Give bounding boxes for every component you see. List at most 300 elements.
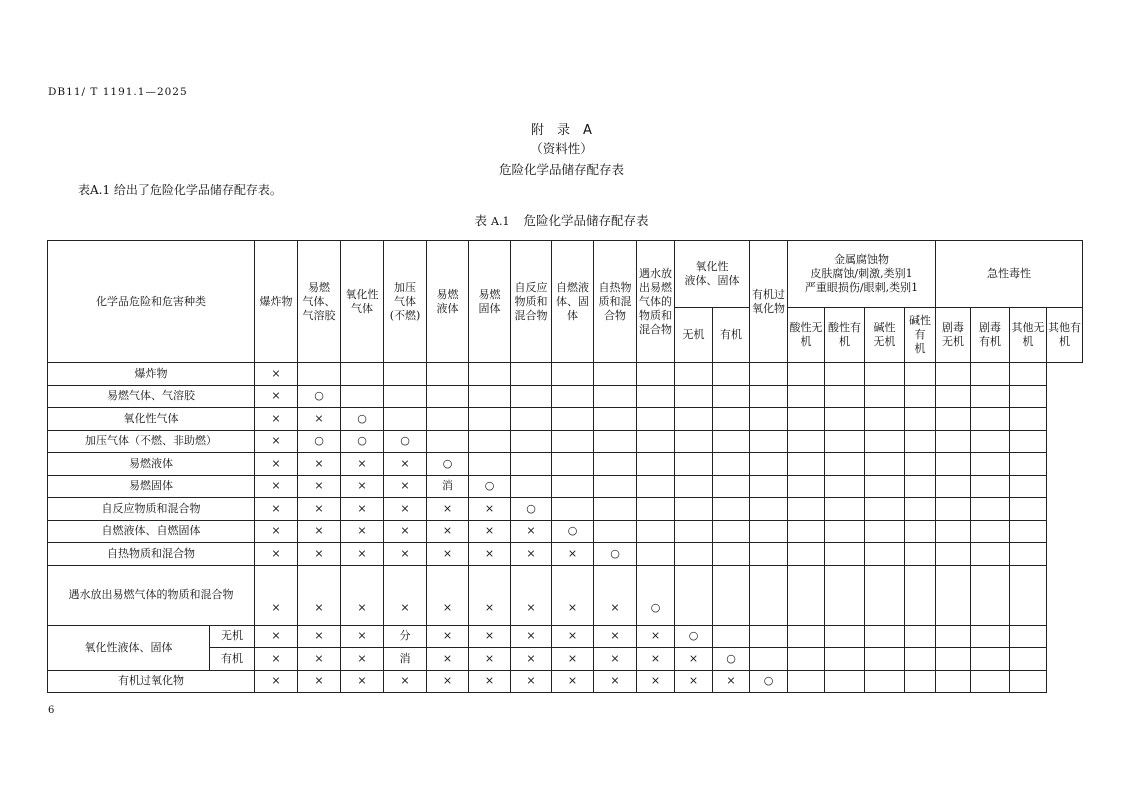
subheader-toxic-organic-line: 剧毒 xyxy=(979,321,1002,334)
header-pressurized-gas xyxy=(384,241,427,363)
compat-cell: × xyxy=(341,453,384,476)
row-label: 爆炸物 xyxy=(48,363,255,386)
empty-cell xyxy=(971,520,1010,543)
empty-cell xyxy=(637,543,675,566)
compat-cell: × xyxy=(552,648,594,671)
header-water-reactive-line: 出易燃 xyxy=(639,280,672,294)
compat-cell: × xyxy=(341,520,384,543)
empty-cell xyxy=(865,475,905,498)
compat-cell: ○ xyxy=(675,625,713,648)
compat-cell: 分 xyxy=(384,625,427,648)
header-oxidizing-gas xyxy=(341,241,384,363)
compat-cell: × xyxy=(298,648,341,671)
compat-cell: × xyxy=(255,543,298,566)
empty-cell xyxy=(865,430,905,453)
compat-cell: × xyxy=(255,498,298,521)
empty-cell xyxy=(936,453,971,476)
empty-cell xyxy=(750,648,788,671)
compat-cell: × xyxy=(594,565,637,625)
row-label: 加压气体（不燃、非助燃） xyxy=(48,430,255,453)
empty-cell xyxy=(1010,670,1047,693)
header-pressurized-gas-line: 气体 xyxy=(394,294,416,308)
empty-cell xyxy=(594,385,637,408)
row-label: 自反应物质和混合物 xyxy=(48,498,255,521)
header-flammable-gas xyxy=(298,241,341,363)
empty-cell xyxy=(905,408,936,431)
table-caption-title: 危险化学品储存配存表 xyxy=(523,213,649,228)
empty-cell xyxy=(384,363,427,386)
empty-cell xyxy=(675,520,713,543)
compat-cell: ○ xyxy=(341,408,384,431)
table-row xyxy=(48,430,1083,453)
compat-cell: × xyxy=(427,565,469,625)
header-oxidizing-liquid-solid-line: 液体、固体 xyxy=(684,274,740,287)
compat-cell: × xyxy=(675,648,713,671)
compat-cell: × xyxy=(511,670,552,693)
compat-cell: × xyxy=(255,430,298,453)
empty-cell xyxy=(675,475,713,498)
table-row xyxy=(48,625,1083,648)
empty-cell xyxy=(750,625,788,648)
compat-cell: × xyxy=(427,625,469,648)
empty-cell xyxy=(384,408,427,431)
empty-cell xyxy=(341,363,384,386)
row-label: 遇水放出易燃气体的物质和混合物 xyxy=(48,565,255,625)
header-flammable-gas-line: 气溶胶 xyxy=(302,308,336,322)
empty-cell xyxy=(594,430,637,453)
empty-cell xyxy=(865,625,905,648)
empty-cell xyxy=(1010,565,1047,625)
subheader-acid-organic-line: 酸性有 xyxy=(828,321,861,334)
header-acute-toxicity: 急性毒性 xyxy=(936,241,1083,308)
compat-cell: × xyxy=(298,408,341,431)
compat-cell: × xyxy=(298,520,341,543)
intro-text: 表A.1 给出了危险化学品储存配存表。 xyxy=(78,183,282,197)
compat-cell: × xyxy=(255,363,298,386)
header-self-heating-line: 质和混 xyxy=(598,294,632,308)
compat-cell: × xyxy=(255,385,298,408)
row-label: 易燃气体、气溶胶 xyxy=(48,385,255,408)
row-sublabel: 有机 xyxy=(210,648,255,671)
empty-cell xyxy=(865,648,905,671)
empty-cell xyxy=(750,408,788,431)
empty-cell xyxy=(637,430,675,453)
subheader-toxic-inorganic-line: 剧毒 xyxy=(942,321,965,334)
empty-cell xyxy=(971,625,1010,648)
empty-cell xyxy=(469,363,511,386)
empty-cell xyxy=(594,453,637,476)
empty-cell xyxy=(825,408,865,431)
empty-cell xyxy=(1010,520,1047,543)
compat-cell: ○ xyxy=(552,520,594,543)
empty-cell xyxy=(675,408,713,431)
empty-cell xyxy=(971,385,1010,408)
compat-cell: × xyxy=(637,670,675,693)
empty-cell xyxy=(971,543,1010,566)
header-self-reactive-line: 物质和 xyxy=(514,294,548,308)
header-self-reactive xyxy=(511,241,552,363)
compat-cell: × xyxy=(637,648,675,671)
compat-cell: × xyxy=(427,648,469,671)
table-row xyxy=(48,543,1083,566)
compat-cell: 消 xyxy=(384,648,427,671)
compat-cell: × xyxy=(255,625,298,648)
subheader-other-inorganic xyxy=(1010,308,1047,363)
header-flammable-gas-line: 气体、 xyxy=(302,294,336,308)
empty-cell xyxy=(511,363,552,386)
header-pyrophoric xyxy=(552,241,594,363)
subheader-base-organic-line: 碱性有 xyxy=(909,314,931,341)
empty-cell xyxy=(750,363,788,386)
row-group-label: 氧化性液体、固体 xyxy=(48,625,210,670)
empty-cell xyxy=(971,430,1010,453)
compat-cell: × xyxy=(511,520,552,543)
empty-cell xyxy=(552,475,594,498)
empty-cell xyxy=(637,453,675,476)
empty-cell xyxy=(511,430,552,453)
empty-cell xyxy=(788,543,825,566)
empty-cell xyxy=(637,475,675,498)
empty-cell xyxy=(971,648,1010,671)
empty-cell xyxy=(552,430,594,453)
empty-cell xyxy=(675,363,713,386)
empty-cell xyxy=(936,670,971,693)
empty-cell xyxy=(825,453,865,476)
compat-cell: × xyxy=(469,520,511,543)
empty-cell xyxy=(750,385,788,408)
appendix-type: （资料性） xyxy=(530,141,593,156)
subheader-acid-inorganic-line: 机 xyxy=(800,335,812,348)
empty-cell xyxy=(427,385,469,408)
compat-cell: × xyxy=(341,475,384,498)
row-label: 氧化性气体 xyxy=(48,408,255,431)
compat-cell: × xyxy=(469,625,511,648)
header-flammable-gas-line: 易燃 xyxy=(308,280,330,294)
empty-cell xyxy=(905,363,936,386)
header-water-reactive xyxy=(637,241,675,363)
empty-cell xyxy=(713,475,750,498)
subheader-acid-inorganic xyxy=(788,308,825,363)
empty-cell xyxy=(594,363,637,386)
empty-cell xyxy=(971,475,1010,498)
empty-cell xyxy=(936,648,971,671)
header-organic-peroxide-line: 有机过 xyxy=(752,287,785,301)
empty-cell xyxy=(750,543,788,566)
empty-cell xyxy=(750,520,788,543)
header-water-reactive-line: 物质和 xyxy=(639,308,672,322)
empty-cell xyxy=(552,498,594,521)
empty-cell xyxy=(469,453,511,476)
empty-cell xyxy=(750,475,788,498)
empty-cell xyxy=(788,498,825,521)
header-pressurized-gas-line: 加压 xyxy=(394,280,416,294)
compat-cell: ○ xyxy=(594,543,637,566)
compat-cell: × xyxy=(511,543,552,566)
empty-cell xyxy=(825,385,865,408)
header-pressurized-gas-line: (不燃) xyxy=(389,308,421,322)
row-label: 自热物质和混合物 xyxy=(48,543,255,566)
empty-cell xyxy=(825,520,865,543)
compat-cell: × xyxy=(384,498,427,521)
empty-cell xyxy=(971,670,1010,693)
compat-cell: × xyxy=(594,670,637,693)
header-oxidizing-liquid-solid xyxy=(675,241,750,308)
header-organic-peroxide xyxy=(750,241,788,363)
empty-cell xyxy=(637,385,675,408)
table-row xyxy=(48,363,1083,386)
empty-cell xyxy=(750,498,788,521)
compat-cell: × xyxy=(298,498,341,521)
header-flammable-solid-line: 固体 xyxy=(478,301,501,315)
header-self-heating-line: 自热物 xyxy=(598,280,632,294)
empty-cell xyxy=(936,625,971,648)
compat-cell: × xyxy=(594,648,637,671)
empty-cell xyxy=(936,363,971,386)
subheader-organic: 有机 xyxy=(713,308,750,363)
header-self-heating xyxy=(594,241,637,363)
header-oxidizing-gas-line: 氧化性 xyxy=(345,287,379,301)
header-self-reactive-line: 混合物 xyxy=(514,308,548,322)
table-row xyxy=(48,498,1083,521)
empty-cell xyxy=(637,363,675,386)
subheader-toxic-inorganic-line: 无机 xyxy=(942,335,965,348)
empty-cell xyxy=(713,430,750,453)
compat-cell: × xyxy=(511,565,552,625)
empty-cell xyxy=(637,498,675,521)
empty-cell xyxy=(511,453,552,476)
table-row xyxy=(48,520,1083,543)
subheader-toxic-inorganic xyxy=(936,308,971,363)
empty-cell xyxy=(594,408,637,431)
empty-cell xyxy=(1010,498,1047,521)
empty-cell xyxy=(936,385,971,408)
header-self-reactive-line: 自反应 xyxy=(514,280,548,294)
empty-cell xyxy=(594,475,637,498)
empty-cell xyxy=(713,408,750,431)
header-corrosive-line: 严重眼损伤/眼刺,类别1 xyxy=(804,281,919,294)
empty-cell xyxy=(511,408,552,431)
empty-cell xyxy=(750,453,788,476)
header-self-heating-line: 合物 xyxy=(604,308,626,322)
subheader-other-organic-line: 机 xyxy=(1059,335,1070,348)
empty-cell xyxy=(1010,408,1047,431)
empty-cell xyxy=(750,565,788,625)
subheader-acid-organic-line: 机 xyxy=(839,335,850,348)
empty-cell xyxy=(905,543,936,566)
compat-cell: × xyxy=(255,648,298,671)
subheader-base-inorganic-line: 无机 xyxy=(873,335,896,348)
compat-cell: × xyxy=(298,475,341,498)
header-corrosive-line: 金属腐蚀物 xyxy=(834,253,889,266)
header-pyrophoric-line: 体、固 xyxy=(556,294,589,308)
empty-cell xyxy=(675,565,713,625)
header-oxidizing-liquid-solid-line: 氧化性 xyxy=(695,260,729,273)
table-row xyxy=(48,670,1083,693)
compat-cell: × xyxy=(298,543,341,566)
empty-cell xyxy=(825,498,865,521)
header-water-reactive-line: 遇水放 xyxy=(639,266,672,280)
empty-cell xyxy=(713,385,750,408)
empty-cell xyxy=(865,565,905,625)
subheader-toxic-organic-line: 有机 xyxy=(979,335,1002,348)
compat-cell: × xyxy=(384,543,427,566)
empty-cell xyxy=(825,475,865,498)
empty-cell xyxy=(905,625,936,648)
empty-cell xyxy=(1010,385,1047,408)
table-caption-number: A.1 xyxy=(491,215,510,228)
compat-cell: × xyxy=(298,453,341,476)
header-pyrophoric-line: 体 xyxy=(567,308,578,322)
empty-cell xyxy=(788,648,825,671)
empty-cell xyxy=(713,498,750,521)
header-explosive: 爆炸物 xyxy=(255,241,298,363)
empty-cell xyxy=(936,498,971,521)
subheader-base-inorganic xyxy=(865,308,905,363)
compat-cell: × xyxy=(298,670,341,693)
compat-cell: × xyxy=(255,475,298,498)
empty-cell xyxy=(936,565,971,625)
empty-cell xyxy=(825,363,865,386)
subheader-other-organic-line: 其他有 xyxy=(1048,321,1082,334)
empty-cell xyxy=(675,385,713,408)
empty-cell xyxy=(971,565,1010,625)
empty-cell xyxy=(971,453,1010,476)
header-water-reactive-line: 气体的 xyxy=(639,294,672,308)
empty-cell xyxy=(825,670,865,693)
compat-cell: ○ xyxy=(427,453,469,476)
compat-cell: × xyxy=(255,565,298,625)
compat-cell: × xyxy=(384,475,427,498)
empty-cell xyxy=(971,498,1010,521)
empty-cell xyxy=(427,408,469,431)
empty-cell xyxy=(713,543,750,566)
compat-cell: × xyxy=(469,565,511,625)
subheader-base-organic-line: 机 xyxy=(914,342,926,355)
subheader-acid-inorganic-line: 酸性无 xyxy=(789,321,823,334)
empty-cell xyxy=(511,475,552,498)
table-caption-prefix: 表 xyxy=(474,213,488,228)
compat-cell: × xyxy=(298,625,341,648)
compat-cell: × xyxy=(469,670,511,693)
compat-cell: × xyxy=(552,625,594,648)
empty-cell xyxy=(469,408,511,431)
empty-cell xyxy=(427,363,469,386)
header-pyrophoric-line: 自燃液 xyxy=(556,280,589,294)
compat-cell: × xyxy=(255,670,298,693)
empty-cell xyxy=(594,520,637,543)
compat-cell: × xyxy=(341,543,384,566)
empty-cell xyxy=(1010,430,1047,453)
header-flammable-liquid xyxy=(427,241,469,363)
compat-cell: × xyxy=(255,453,298,476)
empty-cell xyxy=(788,385,825,408)
row-label: 自燃液体、自燃固体 xyxy=(48,520,255,543)
empty-cell xyxy=(1010,475,1047,498)
row-label: 易燃液体 xyxy=(48,453,255,476)
header-corrosive-line: 皮肤腐蚀/刺激,类别1 xyxy=(810,267,913,280)
empty-cell xyxy=(1010,363,1047,386)
empty-cell xyxy=(713,363,750,386)
empty-cell xyxy=(750,430,788,453)
empty-cell xyxy=(905,385,936,408)
compat-cell: × xyxy=(341,670,384,693)
empty-cell xyxy=(905,520,936,543)
empty-cell xyxy=(905,430,936,453)
compat-cell: × xyxy=(341,625,384,648)
header-oxidizing-gas-line: 气体 xyxy=(351,301,373,315)
empty-cell xyxy=(865,363,905,386)
empty-cell xyxy=(1010,625,1047,648)
compat-cell: × xyxy=(255,520,298,543)
empty-cell xyxy=(905,453,936,476)
empty-cell xyxy=(788,670,825,693)
empty-cell xyxy=(936,543,971,566)
empty-cell xyxy=(788,625,825,648)
empty-cell xyxy=(825,430,865,453)
empty-cell xyxy=(675,543,713,566)
compat-cell: × xyxy=(384,453,427,476)
compat-cell: × xyxy=(427,520,469,543)
compat-cell: × xyxy=(384,670,427,693)
empty-cell xyxy=(1010,543,1047,566)
compat-cell: × xyxy=(469,498,511,521)
document-code: DB11/ T 1191.1—2025 xyxy=(48,86,188,98)
empty-cell xyxy=(905,565,936,625)
compat-cell: ○ xyxy=(511,498,552,521)
row-sublabel: 无机 xyxy=(210,625,255,648)
compat-cell: ○ xyxy=(298,430,341,453)
empty-cell xyxy=(552,408,594,431)
empty-cell xyxy=(905,648,936,671)
subheader-other-inorganic-line: 机 xyxy=(1022,335,1034,348)
empty-cell xyxy=(865,670,905,693)
compat-cell: ○ xyxy=(298,385,341,408)
empty-cell xyxy=(713,520,750,543)
compat-cell: × xyxy=(341,565,384,625)
compat-cell: × xyxy=(511,648,552,671)
empty-cell xyxy=(675,430,713,453)
empty-cell xyxy=(788,475,825,498)
empty-cell xyxy=(469,430,511,453)
compat-cell: × xyxy=(552,565,594,625)
page-number: 6 xyxy=(48,705,55,716)
empty-cell xyxy=(713,565,750,625)
header-flammable-liquid-line: 液体 xyxy=(436,301,459,315)
compat-cell: ○ xyxy=(713,648,750,671)
empty-cell xyxy=(905,475,936,498)
compat-cell: × xyxy=(675,670,713,693)
empty-cell xyxy=(341,385,384,408)
compat-cell: ○ xyxy=(637,565,675,625)
compat-cell: × xyxy=(469,648,511,671)
header-flammable-solid-line: 易燃 xyxy=(478,287,501,301)
compat-cell: × xyxy=(637,625,675,648)
subheader-inorganic: 无机 xyxy=(675,308,713,363)
empty-cell xyxy=(469,385,511,408)
header-corrosive xyxy=(788,241,936,308)
compat-cell: × xyxy=(427,543,469,566)
empty-cell xyxy=(637,520,675,543)
empty-cell xyxy=(788,430,825,453)
compat-cell: × xyxy=(552,670,594,693)
compat-cell: 消 xyxy=(427,475,469,498)
empty-cell xyxy=(936,430,971,453)
empty-cell xyxy=(298,363,341,386)
empty-cell xyxy=(971,363,1010,386)
table-row xyxy=(48,565,1083,625)
empty-cell xyxy=(825,565,865,625)
empty-cell xyxy=(788,363,825,386)
